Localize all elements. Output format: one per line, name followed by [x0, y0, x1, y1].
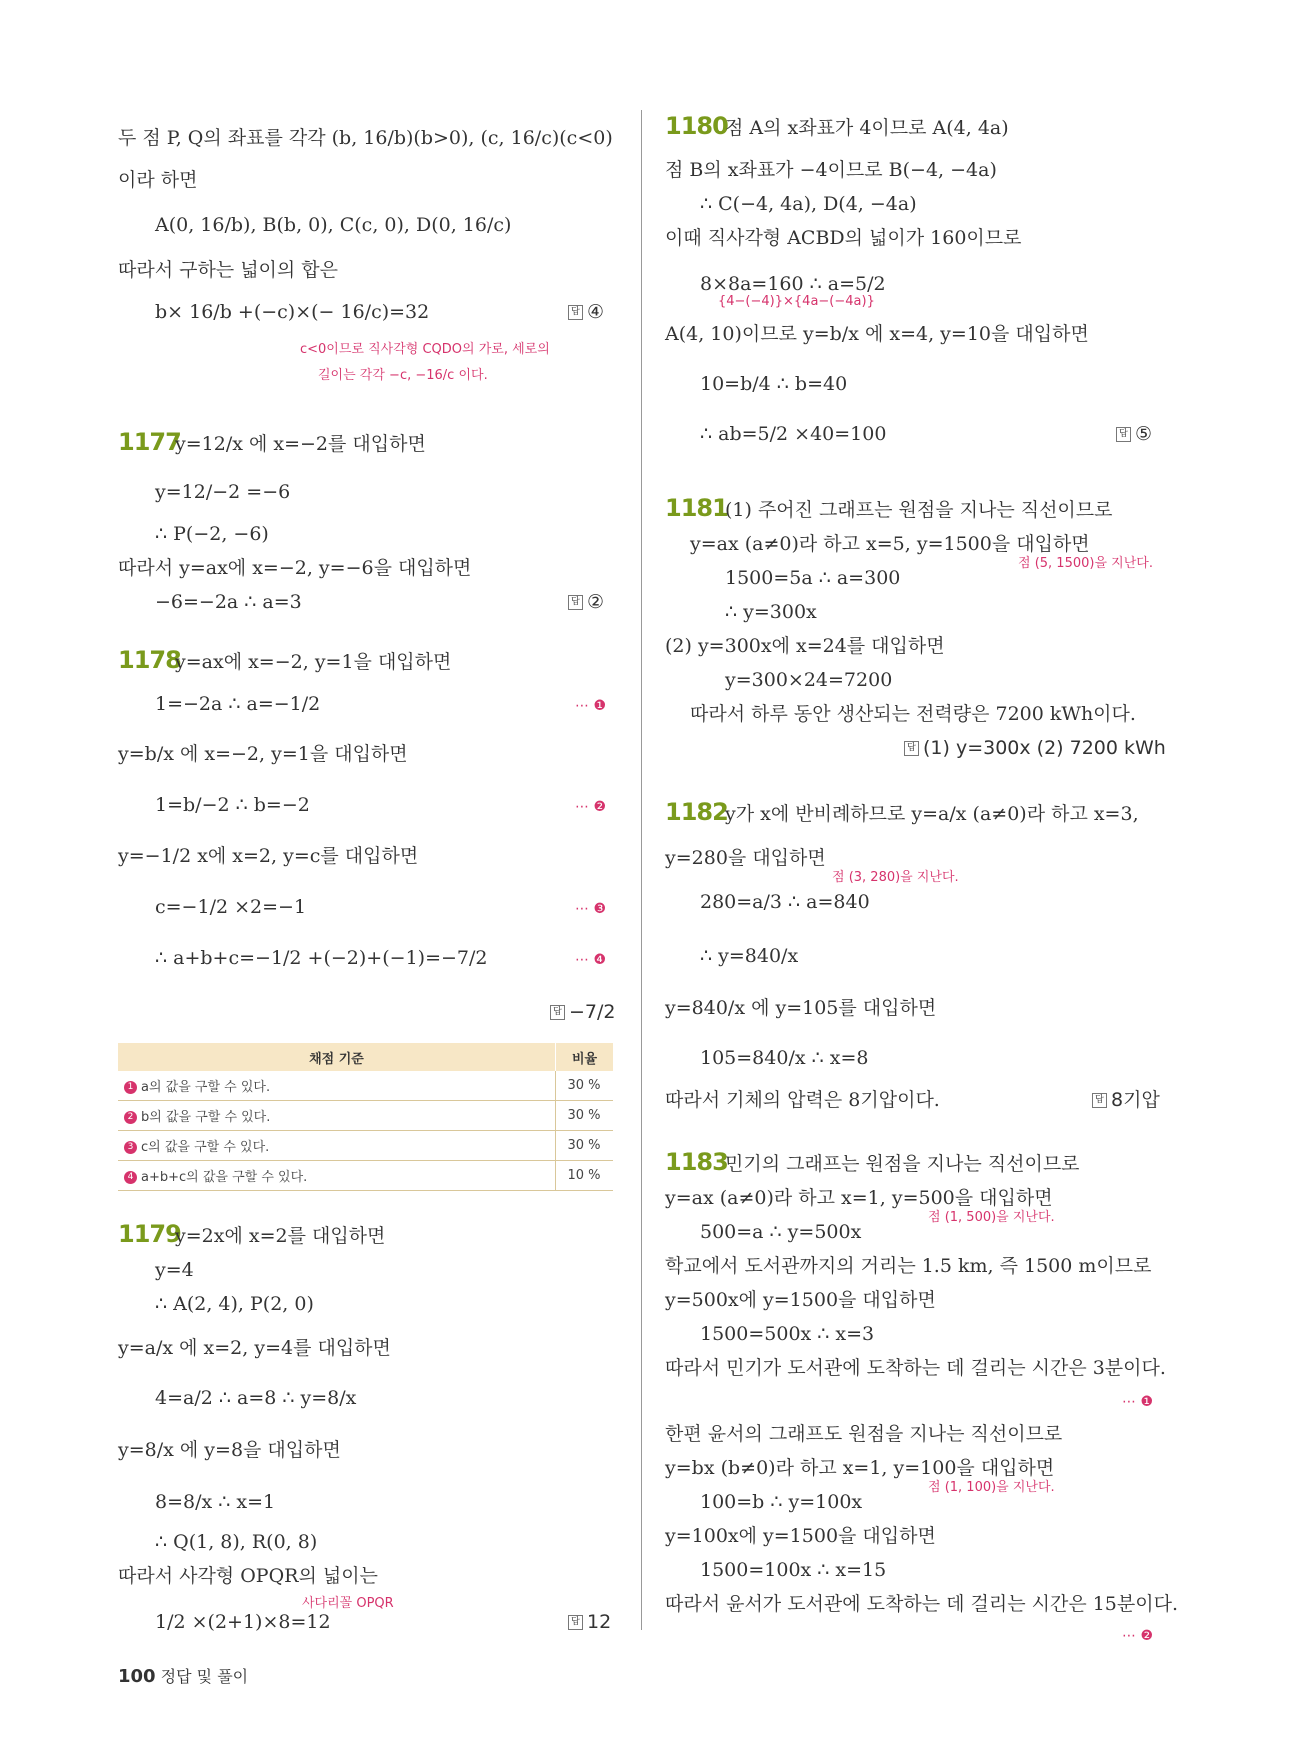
- intro-note-2: 길이는 각각 −c, −16/c 이다.: [318, 368, 488, 383]
- p1177-line-1: y=12/x 에 x=−2를 대입하면: [175, 433, 426, 455]
- footer-label: 정답 및 풀이: [160, 1667, 249, 1686]
- answer-icon: 답: [568, 595, 583, 610]
- p1181-note: 점 (5, 1500)을 지난다.: [1018, 556, 1153, 571]
- answer-icon: 답: [1116, 427, 1131, 442]
- p1182-line-6: 105=840/x ∴ x=8: [700, 1047, 869, 1069]
- answer-icon: 답: [568, 1615, 583, 1630]
- p1178-line-1: y=ax에 x=−2, y=1을 대입하면: [175, 651, 452, 673]
- step-marker-1183-2: ⋯ ❷: [1122, 1628, 1154, 1644]
- p1180-line-3: ∴ C(−4, 4a), D(4, −4a): [700, 193, 917, 215]
- p1182-line-3: 280=a/3 ∴ a=840: [700, 891, 870, 913]
- p1178-answer: 답 −7/2: [550, 1000, 616, 1024]
- problem-number-1182: 1182: [665, 798, 728, 826]
- p1183-line-11: y=100x에 y=1500을 대입하면: [665, 1525, 936, 1547]
- p1179-line-9: 따라서 사각형 OPQR의 넓이는: [118, 1565, 378, 1587]
- problem-number-1177: 1177: [118, 428, 181, 456]
- p1179-line-8: ∴ Q(1, 8), R(0, 8): [155, 1531, 318, 1553]
- intro-line-4: 따라서 구하는 넓이의 합은: [118, 259, 339, 281]
- p1183-line-5: y=500x에 y=1500을 대입하면: [665, 1289, 936, 1311]
- p1180-line-1: 점 A의 x좌표가 4이므로 A(4, 4a): [725, 117, 1009, 139]
- problem-number-1183: 1183: [665, 1148, 728, 1176]
- table-row: 1 a의 값을 구할 수 있다. 30 %: [118, 1071, 613, 1101]
- p1179-line-1: y=2x에 x=2를 대입하면: [175, 1225, 386, 1247]
- p1182-line-5: y=840/x 에 y=105를 대입하면: [665, 997, 937, 1019]
- page-footer: [118, 1664, 248, 1687]
- p1181-line-4: ∴ y=300x: [725, 601, 817, 623]
- p1180-line-2: 점 B의 x좌표가 −4이므로 B(−4, −4a): [665, 159, 997, 181]
- p1177-line-2: y=12/−2 =−6: [155, 481, 291, 503]
- p1180-line-6: A(4, 10)이므로 y=b/x 에 x=4, y=10을 대입하면: [665, 323, 1089, 345]
- p1183-line-4: 학교에서 도서관까지의 거리는 1.5 km, 즉 1500 m이므로: [665, 1255, 1152, 1277]
- intro-line-3: A(0, 16/b), B(b, 0), C(c, 0), D(0, 16/c): [155, 214, 512, 236]
- intro-line-1: 두 점 P, Q의 좌표를 각각 (b, 16/b)(b>0), (c, 16/c)(c<0): [118, 127, 613, 149]
- p1177-answer: 답 ②: [568, 590, 604, 614]
- p1182-answer: 답 8기압: [1092, 1088, 1160, 1112]
- table-row: 3 c의 값을 구할 수 있다. 30 %: [118, 1131, 613, 1161]
- p1181-line-7: 따라서 하루 동안 생산되는 전력량은 7200 kWh이다.: [690, 703, 1136, 725]
- table-row: 4 a+b+c의 값을 구할 수 있다. 10 %: [118, 1161, 613, 1191]
- p1183-line-12: 1500=100x ∴ x=15: [700, 1559, 887, 1581]
- p1177-line-3: ∴ P(−2, −6): [155, 523, 269, 545]
- p1179-line-10: 1/2 ×(2+1)×8=12: [155, 1611, 331, 1633]
- step-marker-3: ⋯ ❸: [575, 901, 607, 917]
- p1183-line-2: y=ax (a≠0)라 하고 x=1, y=500을 대입하면: [665, 1187, 1053, 1209]
- p1178-line-6: c=−1/2 ×2=−1: [155, 896, 307, 918]
- p1183-line-8: 한편 윤서의 그래프도 원점을 지나는 직선이므로: [665, 1423, 1063, 1445]
- p1183-line-7: 따라서 민기가 도서관에 도착하는 데 걸리는 시간은 3분이다.: [665, 1357, 1166, 1379]
- p1180-line-8: ∴ ab=5/2 ×40=100: [700, 423, 887, 445]
- p1182-line-2: y=280을 대입하면: [665, 847, 826, 869]
- p1182-line-1: y가 x에 반비례하므로 y=a/x (a≠0)라 하고 x=3,: [725, 803, 1139, 825]
- rubric-header-criteria: 채점 기준: [118, 1043, 556, 1071]
- p1181-line-6: y=300×24=7200: [725, 669, 893, 691]
- circled-number-icon: 3: [124, 1141, 137, 1154]
- p1179-line-4: y=a/x 에 x=2, y=4를 대입하면: [118, 1337, 391, 1359]
- p1180-line-5: 8×8a=160 ∴ a=5/2: [700, 273, 886, 295]
- p1177-line-5: −6=−2a ∴ a=3: [155, 591, 302, 613]
- table-row: 2 b의 값을 구할 수 있다. 30 %: [118, 1101, 613, 1131]
- p1179-line-7: 8=8/x ∴ x=1: [155, 1491, 276, 1513]
- p1178-line-7: ∴ a+b+c=−1/2 +(−2)+(−1)=−7/2: [155, 947, 488, 969]
- p1178-line-5: y=−1/2 x에 x=2, y=c를 대입하면: [118, 845, 419, 867]
- answer-icon: 답: [1092, 1093, 1107, 1108]
- problem-number-1179: 1179: [118, 1220, 181, 1248]
- circled-number-icon: 1: [124, 1081, 137, 1094]
- p1181-line-2: y=ax (a≠0)라 하고 x=5, y=1500을 대입하면: [690, 533, 1090, 555]
- p1178-line-4: 1=b/−2 ∴ b=−2: [155, 794, 310, 816]
- problem-number-1180: 1180: [665, 112, 728, 140]
- column-divider: [641, 110, 642, 1630]
- page-number: 100: [118, 1666, 156, 1687]
- p1183-line-9: y=bx (b≠0)라 하고 x=1, y=100을 대입하면: [665, 1457, 1055, 1479]
- p1181-line-5: (2) y=300x에 x=24를 대입하면: [665, 635, 945, 657]
- p1183-line-1: 민기의 그래프는 원점을 지나는 직선이므로: [725, 1153, 1080, 1175]
- p1182-note: 점 (3, 280)을 지난다.: [832, 870, 959, 885]
- step-marker-1: ⋯ ❶: [575, 698, 607, 714]
- p1178-line-2: 1=−2a ∴ a=−1/2: [155, 693, 321, 715]
- p1181-answer: 답 (1) y=300x (2) 7200 kWh: [904, 736, 1166, 760]
- p1177-line-4: 따라서 y=ax에 x=−2, y=−6을 대입하면: [118, 557, 472, 579]
- scoring-rubric-table: [118, 1043, 613, 1191]
- p1183-line-10: 100=b ∴ y=100x: [700, 1491, 863, 1513]
- intro-line-2: 이라 하면: [118, 169, 198, 191]
- p1179-line-6: y=8/x 에 y=8을 대입하면: [118, 1439, 341, 1461]
- p1180-line-7: 10=b/4 ∴ b=40: [700, 373, 848, 395]
- p1180-answer: 답 ⑤: [1116, 422, 1152, 446]
- p1182-line-7: 따라서 기체의 압력은 8기압이다.: [665, 1089, 940, 1111]
- intro-line-5: b× 16/b +(−c)×(− 16/c)=32: [155, 301, 430, 323]
- circled-number-icon: 2: [124, 1111, 137, 1124]
- p1183-note-2: 점 (1, 100)을 지난다.: [928, 1480, 1055, 1495]
- p1179-line-2: y=4: [155, 1259, 194, 1281]
- step-marker-1183-1: ⋯ ❶: [1122, 1394, 1154, 1410]
- p1179-line-5: 4=a/2 ∴ a=8 ∴ y=8/x: [155, 1387, 357, 1409]
- rubric-header-ratio: 비율: [556, 1043, 614, 1071]
- problem-number-1181: 1181: [665, 494, 728, 522]
- p1178-line-3: y=b/x 에 x=−2, y=1을 대입하면: [118, 743, 408, 765]
- p1183-note-1: 점 (1, 500)을 지난다.: [928, 1210, 1055, 1225]
- intro-answer: 답 ④: [568, 300, 604, 324]
- p1180-line-4: 이때 직사각형 ACBD의 넓이가 160이므로: [665, 227, 1022, 249]
- p1182-line-4: ∴ y=840/x: [700, 945, 799, 967]
- answer-icon: 답: [550, 1005, 565, 1020]
- p1180-note: {4−(−4)}×{4a−(−4a)}: [718, 294, 875, 309]
- p1183-line-3: 500=a ∴ y=500x: [700, 1221, 862, 1243]
- answer-icon: 답: [904, 741, 919, 756]
- p1179-answer: 답 12: [568, 1610, 611, 1634]
- p1181-line-1: (1) 주어진 그래프는 원점을 지나는 직선이므로: [725, 499, 1113, 521]
- step-marker-2: ⋯ ❷: [575, 799, 607, 815]
- intro-note-1: c<0이므로 직사각형 CQDO의 가로, 세로의: [300, 342, 550, 357]
- p1179-line-3: ∴ A(2, 4), P(2, 0): [155, 1293, 314, 1315]
- p1183-line-13: 따라서 윤서가 도서관에 도착하는 데 걸리는 시간은 15분이다.: [665, 1593, 1178, 1615]
- p1183-line-6: 1500=500x ∴ x=3: [700, 1323, 875, 1345]
- answer-icon: 답: [568, 305, 583, 320]
- step-marker-4: ⋯ ❹: [575, 952, 607, 968]
- circled-number-icon: 4: [124, 1171, 137, 1184]
- problem-number-1178: 1178: [118, 646, 181, 674]
- p1179-note: 사다리꼴 OPQR: [302, 1596, 394, 1611]
- p1181-line-3: 1500=5a ∴ a=300: [725, 567, 901, 589]
